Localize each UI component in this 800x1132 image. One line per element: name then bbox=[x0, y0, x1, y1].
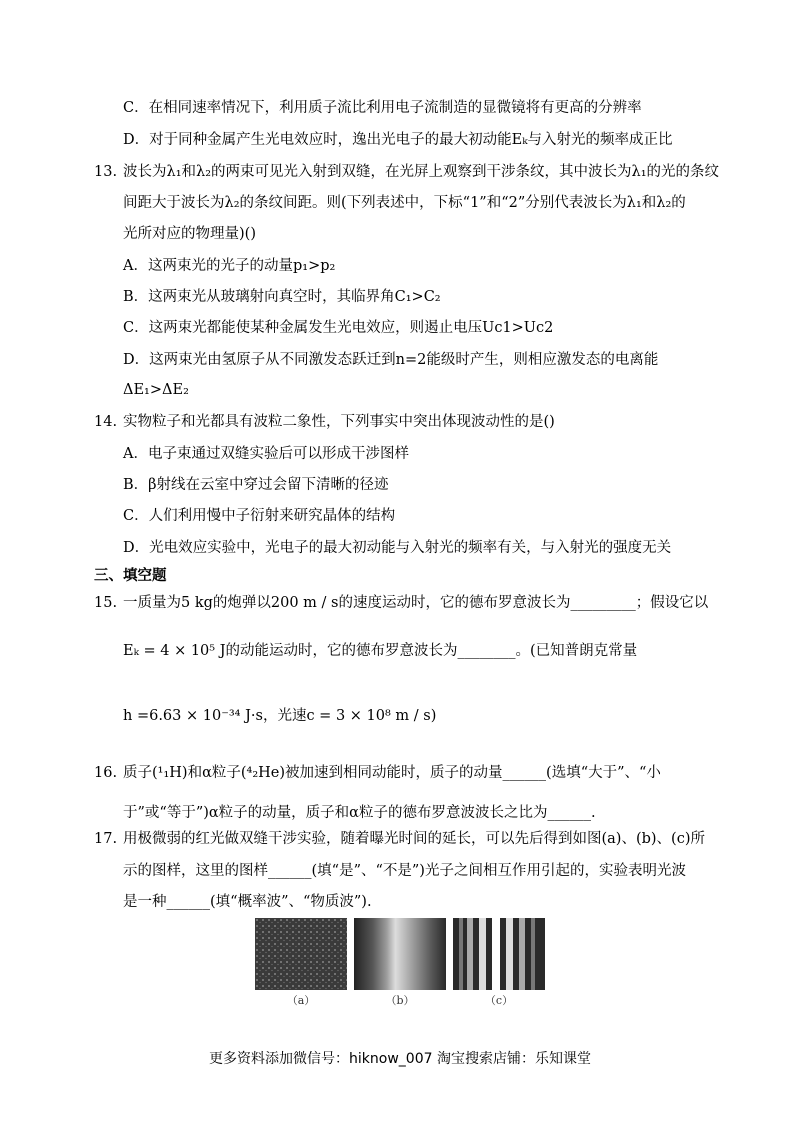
q16-line2: 于”或“等于”)α粒子的动量，质子和α粒子的德布罗意波波长之比为______. bbox=[123, 805, 596, 821]
q14-stem: 实物粒子和光都具有波粒二象性，下列事实中突出体现波动性的是() bbox=[123, 414, 555, 430]
q13-stem-line2: 间距大于波长为λ₂的条纹间距。则(下列表述中，下标“1”和“2”分别代表波长为λ₁和λ₂的 bbox=[123, 195, 686, 211]
q14-option-a: A．电子束通过双缝实验后可以形成干涉图样 bbox=[123, 446, 409, 462]
q16-line1: 质子(¹₁H)和α粒子(⁴₂He)被加速到相同动能时，质子的动量______(选填“大于”、“小 bbox=[123, 765, 661, 781]
q15-number: 15. bbox=[94, 595, 118, 611]
q13-stem-line3: 光所对应的物理量)() bbox=[123, 226, 256, 242]
figure-label-b: （b） bbox=[385, 994, 415, 1007]
interference-pattern-b bbox=[354, 918, 446, 990]
q17-line2: 示的图样，这里的图样______(填“是”、“不是”)光子之间相互作用引起的，实验表明光波 bbox=[123, 863, 686, 879]
q14-option-c: C．人们利用慢中子衍射来研究晶体的结构 bbox=[123, 508, 396, 524]
q13-number: 13. bbox=[94, 164, 118, 180]
interference-pattern-c bbox=[453, 918, 545, 990]
q13-option-c: C．这两束光都能使某种金属发生光电效应，则遏止电压Uc1>Uc2 bbox=[123, 320, 554, 336]
q15-line1: 一质量为5 kg的炮弹以200 m / s的速度运动时，它的德布罗意波长为_________；假设它以 bbox=[123, 595, 709, 611]
q13-stem-line1: 波长为λ₁和λ₂的两束可见光入射到双缝，在光屏上观察到干涉条纹，其中波长为λ₁的光的条纹 bbox=[123, 164, 720, 180]
q13-option-b: B．这两束光从玻璃射向真空时，其临界角C₁>C₂ bbox=[123, 289, 441, 305]
interference-figure bbox=[255, 918, 545, 1008]
figure-label-a: （a） bbox=[286, 994, 316, 1007]
q17-line1: 用极微弱的红光做双缝干涉实验，随着曝光时间的延长，可以先后得到如图(a)、(b)、(c)所 bbox=[123, 831, 705, 847]
q15-line2: Eₖ = 4 × 10⁵ J的动能运动时，它的德布罗意波长为________。(已知普朗克常量 bbox=[123, 643, 638, 659]
figure-label-c: （c） bbox=[484, 994, 514, 1007]
q13-option-d: D．这两束光由氢原子从不同激发态跃迁到n=2能级时产生，则相应激发态的电离能 bbox=[123, 352, 659, 368]
q13-option-a: A．这两束光的光子的动量p₁>p₂ bbox=[123, 258, 336, 274]
q14-option-d: D．光电效应实验中，光电子的最大初动能与入射光的频率有关，与入射光的强度无关 bbox=[123, 540, 672, 556]
q12-option-d: D．对于同种金属产生光电效应时，逸出光电子的最大初动能Eₖ与入射光的频率成正比 bbox=[123, 132, 673, 148]
q14-option-b: B．β射线在云室中穿过会留下清晰的径迹 bbox=[123, 477, 389, 493]
q16-number: 16. bbox=[94, 765, 118, 781]
q17-number: 17. bbox=[94, 831, 118, 847]
q15-line3: h =6.63 × 10⁻³⁴ J·s，光速c = 3 × 10⁸ m / s) bbox=[123, 708, 437, 724]
q12-option-c: C．在相同速率情况下，利用质子流比利用电子流制造的显微镜将有更高的分辨率 bbox=[123, 100, 642, 116]
interference-pattern-a bbox=[255, 918, 347, 990]
section-heading: 三、填空题 bbox=[94, 567, 167, 584]
q17-line3: 是一种______(填“概率波”、“物质波”). bbox=[123, 894, 372, 910]
page-footer: 更多资料添加微信号：hiknow_007 淘宝搜索店铺：乐知课堂 bbox=[209, 1051, 591, 1067]
q13-option-d-cont: ΔE₁>ΔE₂ bbox=[123, 382, 189, 398]
q14-number: 14. bbox=[94, 414, 118, 430]
